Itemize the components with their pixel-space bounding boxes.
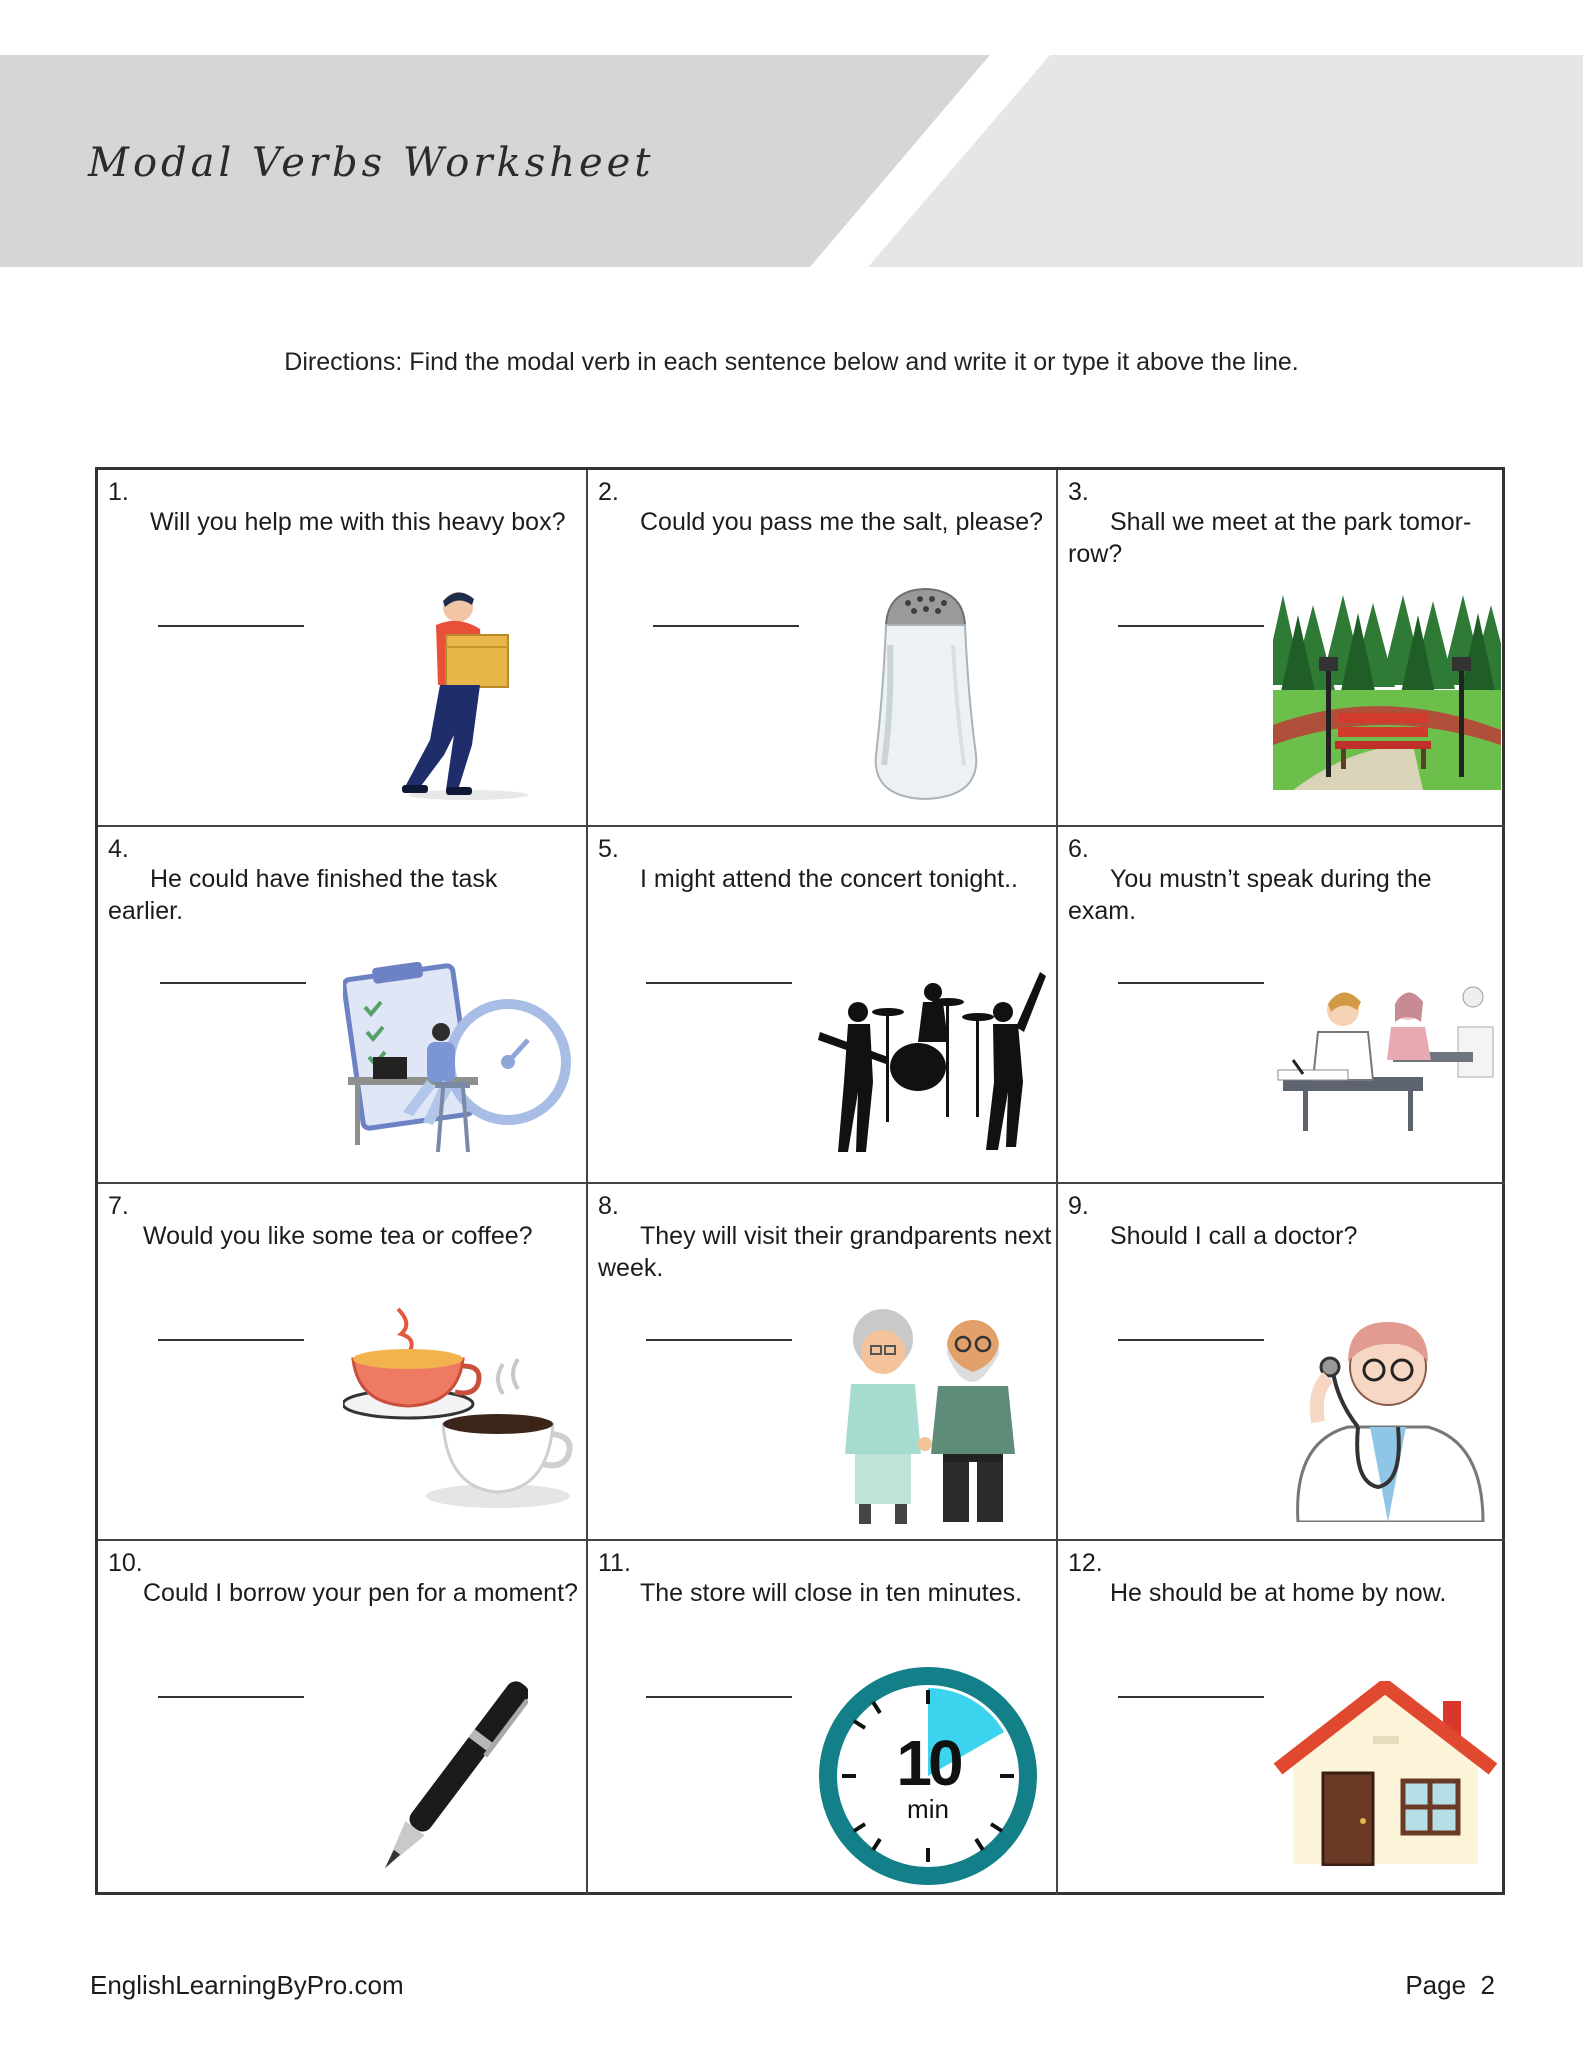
footer-website: EnglishLearningByPro.com bbox=[90, 1970, 404, 2000]
answer-line[interactable] bbox=[158, 1696, 304, 1698]
exercise-cell-7 bbox=[98, 1184, 588, 1541]
directions: Directions: Find the modal verb in each sentence below and write it or type it above the line. bbox=[284, 348, 1299, 376]
exercise-sentence: I might attend the concert tonight.. bbox=[640, 865, 1019, 893]
answer-line[interactable] bbox=[1118, 1339, 1264, 1341]
worksheet-title: Modal Verbs Worksheet bbox=[88, 140, 655, 186]
exercise-sentence: He should be at home by now. bbox=[1110, 1579, 1447, 1607]
exercise-number: 4. bbox=[108, 835, 129, 863]
exercise-cell-5 bbox=[588, 827, 1058, 1184]
exercise-number: 6. bbox=[1068, 835, 1089, 863]
exercise-grid bbox=[95, 467, 1505, 1895]
answer-line[interactable] bbox=[646, 1696, 792, 1698]
grandparents-illustration bbox=[833, 1304, 1033, 1529]
salt-shaker-illustration bbox=[868, 585, 983, 805]
clipboard-and-clock-illustration bbox=[343, 962, 578, 1162]
answer-line[interactable] bbox=[1118, 982, 1264, 984]
man-carrying-box-illustration bbox=[388, 585, 528, 800]
exercise-cell-10 bbox=[98, 1541, 588, 1895]
exercise-cell-9 bbox=[1058, 1184, 1505, 1541]
answer-line[interactable] bbox=[1118, 1696, 1264, 1698]
answer-line[interactable] bbox=[1118, 625, 1264, 627]
timer-number: 10 bbox=[896, 1727, 960, 1799]
exercise-number: 3. bbox=[1068, 478, 1089, 506]
exercise-number: 1. bbox=[108, 478, 129, 506]
exercise-sentence: He could have finished the task earlier. bbox=[108, 865, 498, 925]
exercise-cell-2 bbox=[588, 470, 1058, 827]
exercise-cell-11 bbox=[588, 1541, 1058, 1895]
exercise-number: 2. bbox=[598, 478, 619, 506]
exercise-number: 7. bbox=[108, 1192, 129, 1220]
answer-line[interactable] bbox=[158, 625, 304, 627]
exercise-sentence: The store will close in ten minutes. bbox=[640, 1579, 1023, 1607]
answer-line[interactable] bbox=[646, 1339, 792, 1341]
exercise-number: 12. bbox=[1068, 1549, 1103, 1577]
page-indicator bbox=[1405, 1970, 1495, 2001]
exercise-cell-1 bbox=[98, 470, 588, 827]
exercise-number: 10. bbox=[108, 1549, 143, 1577]
page-label: Page bbox=[1405, 1970, 1467, 2000]
exercise-sentence: Could you pass me the salt, please? bbox=[640, 508, 1044, 536]
doctor-with-stethoscope-illustration bbox=[1278, 1312, 1503, 1522]
page-number: 2 bbox=[1480, 1970, 1495, 2000]
answer-line[interactable] bbox=[158, 1339, 304, 1341]
students-taking-exam-illustration bbox=[1273, 982, 1498, 1132]
answer-line[interactable] bbox=[653, 625, 799, 627]
exercise-sentence: Will you help me with this heavy box? bbox=[150, 508, 566, 536]
answer-line[interactable] bbox=[160, 982, 306, 984]
exercise-sentence: Could I borrow your pen for a moment? bbox=[143, 1579, 578, 1607]
exercise-number: 9. bbox=[1068, 1192, 1089, 1220]
exercise-cell-3 bbox=[1058, 470, 1505, 827]
answer-line[interactable] bbox=[646, 982, 792, 984]
house-illustration bbox=[1273, 1681, 1498, 1866]
exercise-cell-4 bbox=[98, 827, 588, 1184]
exercise-cell-12 bbox=[1058, 1541, 1505, 1895]
exercise-sentence: Shall we meet at the park tomor-row? bbox=[1068, 508, 1472, 568]
exercise-number: 11. bbox=[598, 1549, 631, 1577]
exercise-sentence: Should I call a doctor? bbox=[1110, 1222, 1358, 1250]
exercise-number: 5. bbox=[598, 835, 619, 863]
exercise-sentence: They will visit their grandparents next week. bbox=[598, 1222, 1052, 1282]
pen-illustration bbox=[378, 1666, 528, 1891]
tea-and-coffee-cups-illustration bbox=[343, 1304, 573, 1514]
ten-minute-timer bbox=[818, 1666, 1038, 1886]
exercise-sentence: Would you like some tea or coffee? bbox=[143, 1222, 533, 1250]
band-silhouette-illustration bbox=[818, 972, 1048, 1157]
timer-unit: min bbox=[907, 1794, 949, 1824]
exercise-number: 8. bbox=[598, 1192, 619, 1220]
exercise-sentence: You mustn’t speak during the exam. bbox=[1068, 865, 1432, 925]
exercise-cell-6 bbox=[1058, 827, 1505, 1184]
exercise-cell-8 bbox=[588, 1184, 1058, 1541]
park-bench-illustration bbox=[1273, 595, 1501, 790]
